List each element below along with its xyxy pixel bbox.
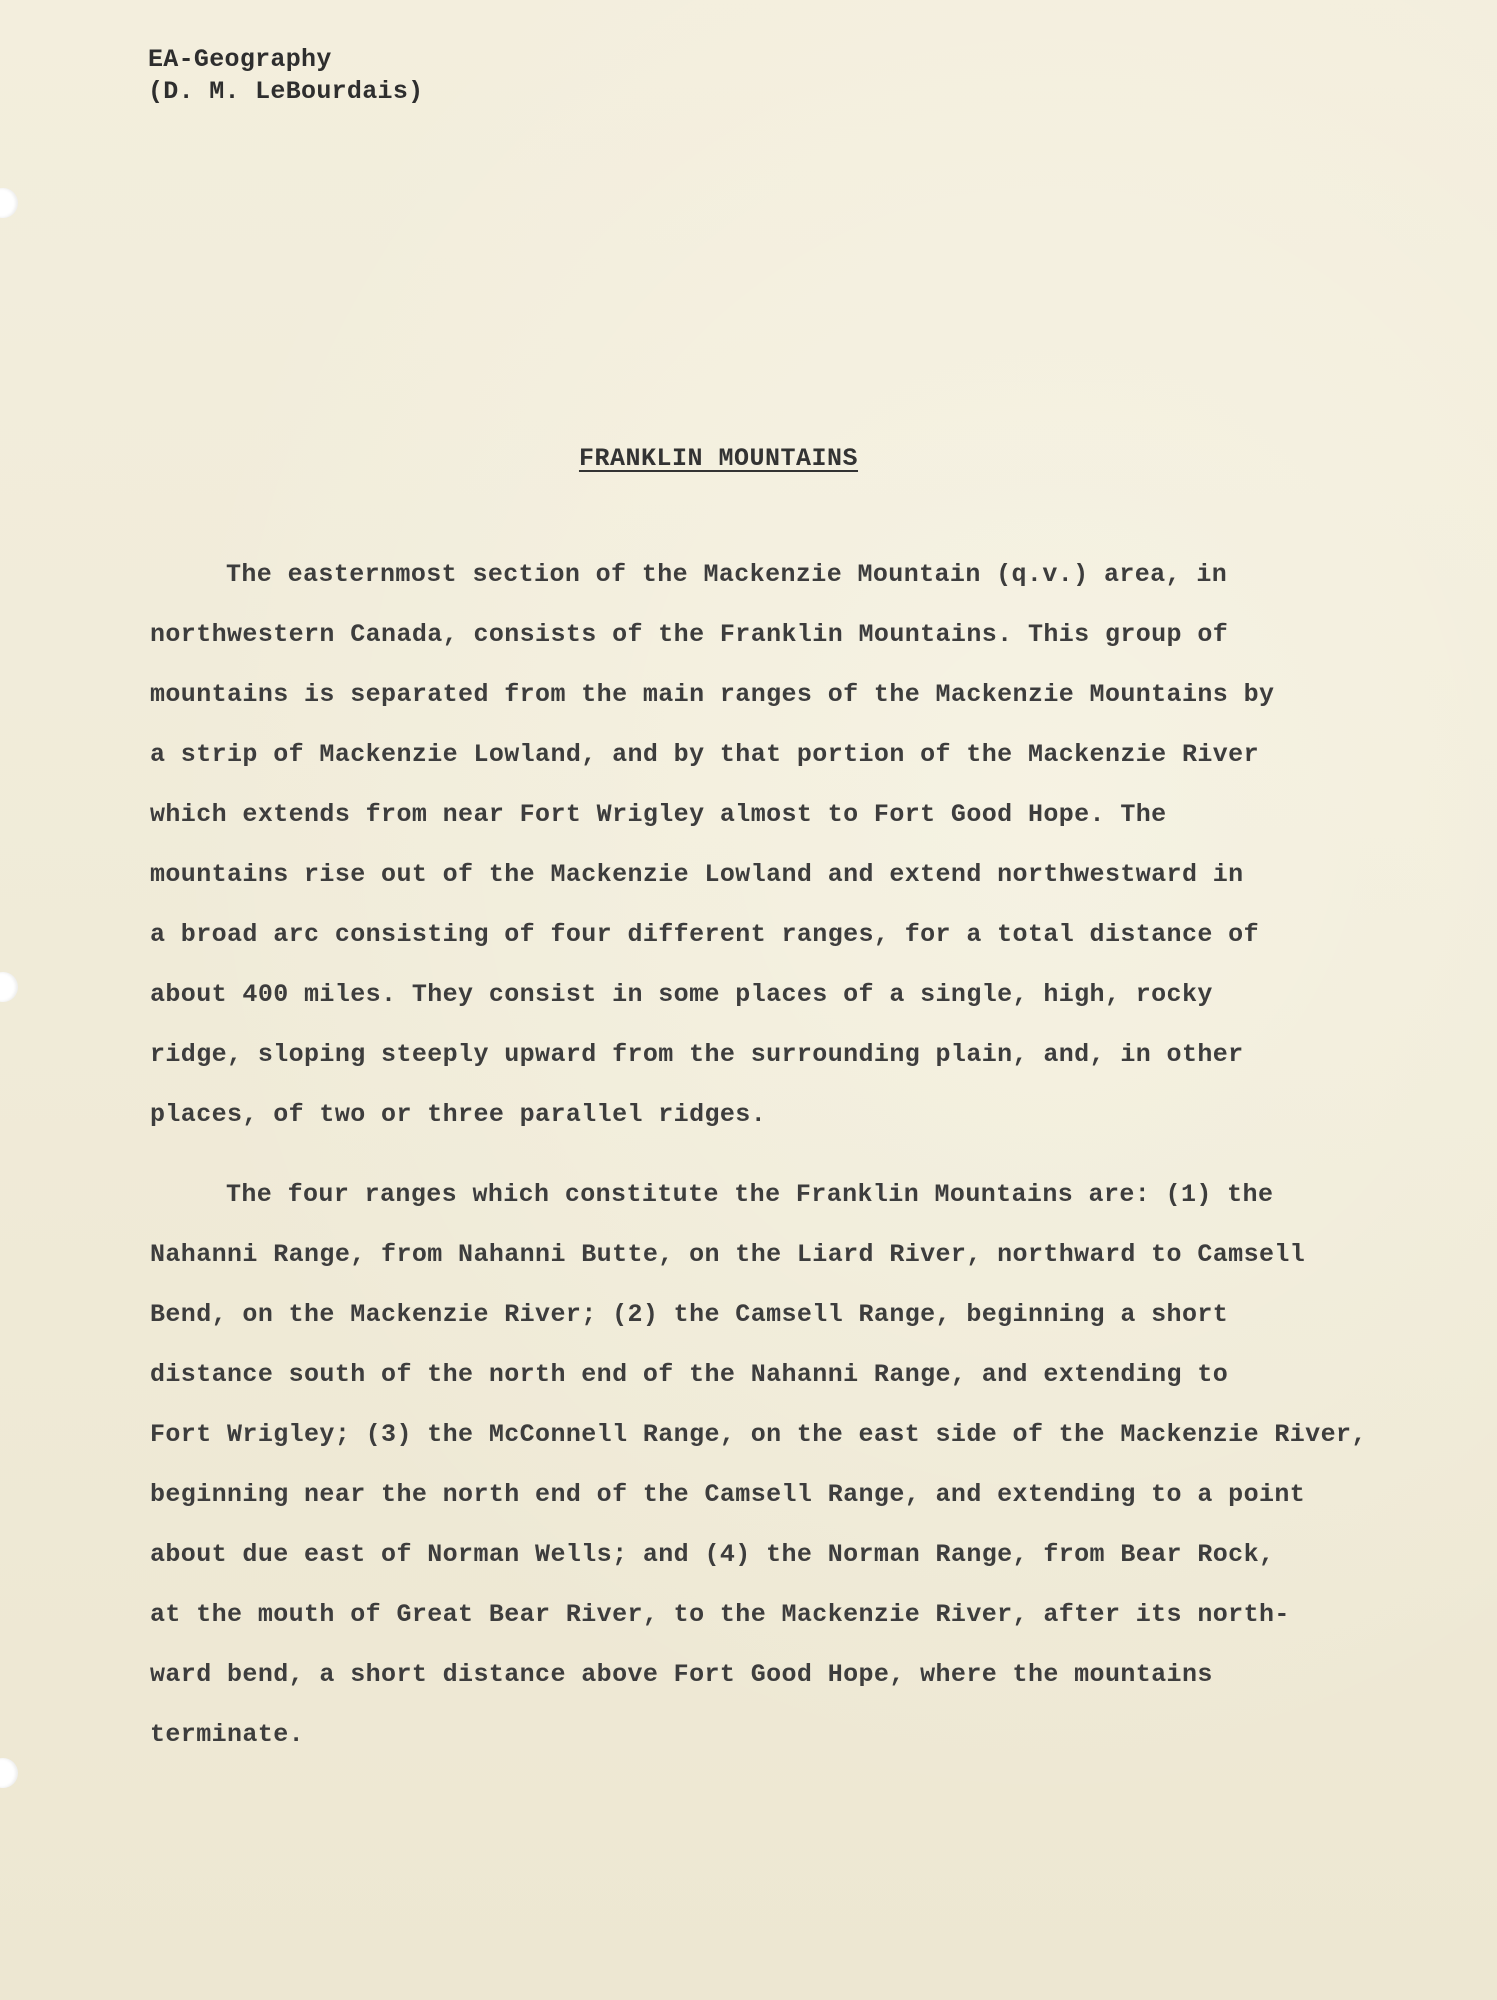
paragraph-2-line: distance south of the north end of the Nahanni Range, and extending to bbox=[150, 1360, 1229, 1389]
paragraph-2-line: about due east of Norman Wells; and (4) the Norman Range, from Bear Rock, bbox=[150, 1540, 1275, 1569]
document-header bbox=[148, 44, 423, 108]
paragraph-2-line: at the mouth of Great Bear River, to the Mackenzie River, after its north- bbox=[150, 1600, 1290, 1629]
paragraph-2-line: beginning near the north end of the Camsell Range, and extending to a point bbox=[150, 1480, 1306, 1509]
paragraph-2-line: terminate. bbox=[150, 1720, 305, 1749]
paragraph-1-line: northwestern Canada, consists of the Franklin Mountains. This group of bbox=[150, 620, 1229, 649]
header-subject: EA-Geography bbox=[148, 45, 332, 74]
paragraph-1-line: The easternmost section of the Mackenzie Mountain (q.v.) area, in bbox=[226, 560, 1228, 589]
paragraph-1-line: about 400 miles. They consist in some places of a single, high, rocky bbox=[150, 980, 1213, 1009]
paragraph-1-line: mountains rise out of the Mackenzie Lowland and extend northwestward in bbox=[150, 860, 1244, 889]
paragraph-1-line: a broad arc consisting of four different ranges, for a total distance of bbox=[150, 920, 1259, 949]
paragraph-1-line: places, of two or three parallel ridges. bbox=[150, 1100, 767, 1129]
header-author: (D. M. LeBourdais) bbox=[148, 77, 424, 106]
punch-hole bbox=[0, 1758, 18, 1788]
paragraph-2-line: The four ranges which constitute the Franklin Mountains are: (1) the bbox=[226, 1180, 1274, 1209]
paragraph-1-line: which extends from near Fort Wrigley almost to Fort Good Hope. The bbox=[150, 800, 1167, 829]
paragraph-2-line: ward bend, a short distance above Fort Good Hope, where the mountains bbox=[150, 1660, 1213, 1689]
paragraph-2-line: Nahanni Range, from Nahanni Butte, on the Liard River, northward to Camsell bbox=[150, 1240, 1306, 1269]
paragraph-1-line: ridge, sloping steeply upward from the surrounding plain, and, in other bbox=[150, 1040, 1244, 1069]
punch-hole bbox=[0, 972, 18, 1002]
paragraph-1-line: a strip of Mackenzie Lowland, and by that portion of the Mackenzie River bbox=[150, 740, 1259, 769]
page-title: FRANKLIN MOUNTAINS bbox=[578, 444, 859, 473]
paragraph-1-line: mountains is separated from the main ranges of the Mackenzie Mountains by bbox=[150, 680, 1275, 709]
punch-hole bbox=[0, 188, 18, 218]
paragraph-2-line: Fort Wrigley; (3) the McConnell Range, on the east side of the Mackenzie River, bbox=[150, 1420, 1367, 1449]
paragraph-2-line: Bend, on the Mackenzie River; (2) the Camsell Range, beginning a short bbox=[150, 1300, 1229, 1329]
